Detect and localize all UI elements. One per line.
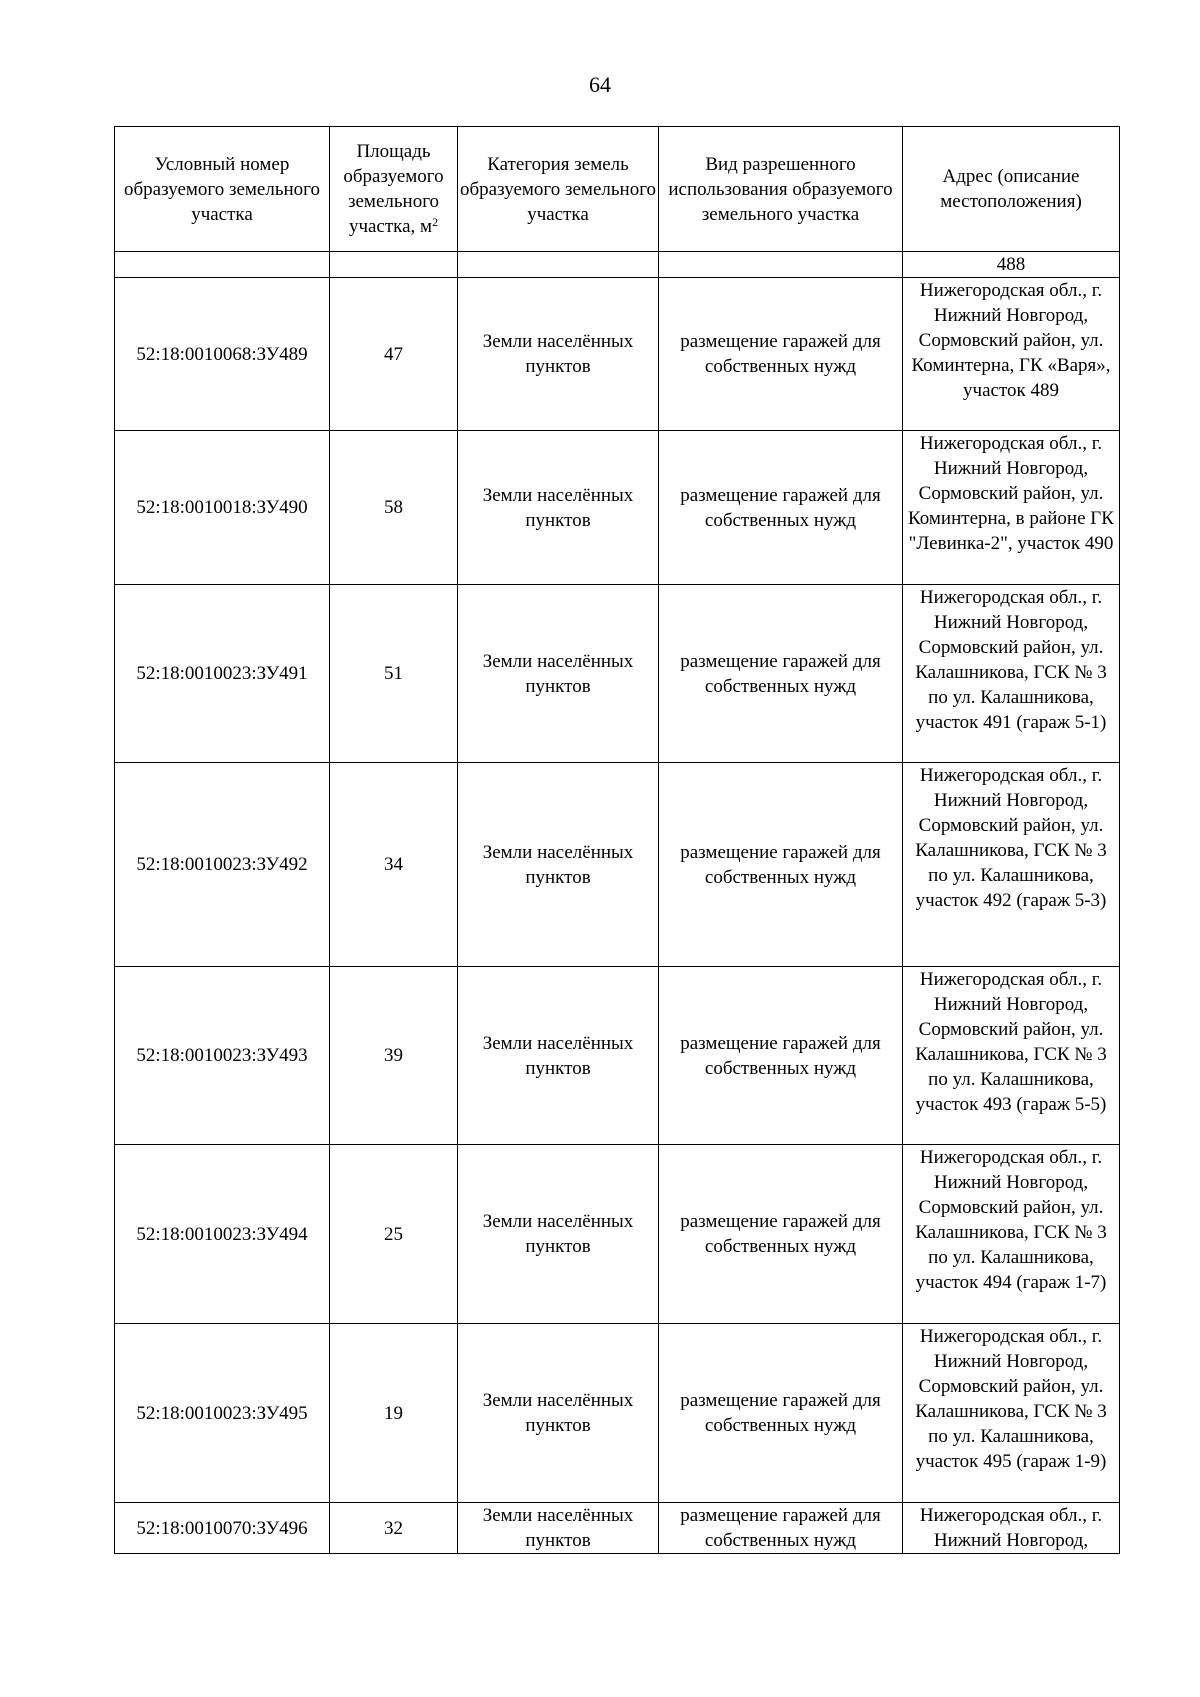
table-row [115,431,1120,585]
plot-address: Нижегородская обл., г. Нижний Новгород, Сормовский район, ул. Калашникова, ГСК № 3 по ул. Калашникова, участок 491 (гараж 5-1) [903,585,1120,763]
permitted-use: размещение гаражей для собственных нужд [659,763,903,967]
plot-area: 58 [330,431,458,585]
header-plot-number: Условный номер образуемого земельного участка [115,127,330,252]
plot-address: Нижегородская обл., г. Нижний Новгород, Сормовский район, ул. Калашникова, ГСК № 3 по ул. Калашникова, участок 492 (гараж 5-3) [903,763,1120,967]
header-area-label: Площадь образуемого земельного участка, м [343,141,444,237]
header-land-category: Категория земель образуемого земельного участка [458,127,659,252]
plot-address: Нижегородская обл., г. Нижний Новгород, Сормовский район, ул. Коминтерна, ГК «Варя», участок 489 [903,278,1120,431]
plot-address: Нижегородская обл., г. Нижний Новгород, Сормовский район, ул. Калашникова, ГСК № 3 по ул. Калашникова, участок 495 (гараж 1-9) [903,1324,1120,1503]
plot-area: 34 [330,763,458,967]
plot-number: 52:18:0010023:ЗУ492 [115,763,330,967]
land-category: Земли населённых пунктов [458,1503,659,1554]
plot-area: 32 [330,1503,458,1554]
plot-address: Нижегородская обл., г. Нижний Новгород, [903,1503,1120,1554]
permitted-use: размещение гаражей для собственных нужд [659,1145,903,1324]
land-category: Земли населённых пунктов [458,763,659,967]
permitted-use: размещение гаражей для собственных нужд [659,967,903,1145]
table-row [115,1145,1120,1324]
permitted-use: размещение гаражей для собственных нужд [659,278,903,431]
plot-number: 52:18:0010023:ЗУ494 [115,1145,330,1324]
table-row [115,278,1120,431]
permitted-use: размещение гаражей для собственных нужд [659,1503,903,1554]
permitted-use: размещение гаражей для собственных нужд [659,585,903,763]
land-category: Земли населённых пунктов [458,278,659,431]
land-category: Земли населённых пунктов [458,1324,659,1503]
header-area-superscript: 2 [432,215,439,229]
continuation-cell [330,252,458,278]
land-category: Земли населённых пунктов [458,967,659,1145]
land-category: Земли населённых пунктов [458,585,659,763]
land-category: Земли населённых пунктов [458,1145,659,1324]
table-row [115,1324,1120,1503]
plot-address: Нижегородская обл., г. Нижний Новгород, Сормовский район, ул. Калашникова, ГСК № 3 по ул. Калашникова, участок 494 (гараж 1-7) [903,1145,1120,1324]
header-permitted-use: Вид разрешенного использования образуемого земельного участка [659,127,903,252]
table-row [115,585,1120,763]
land-category: Земли населённых пунктов [458,431,659,585]
plot-number: 52:18:0010070:ЗУ496 [115,1503,330,1554]
table-row [115,1503,1120,1554]
plot-number: 52:18:0010023:ЗУ495 [115,1324,330,1503]
table-header-row [115,127,1120,252]
plot-address: Нижегородская обл., г. Нижний Новгород, Сормовский район, ул. Коминтерна, в районе ГК "Левинка-2", участок 490 [903,431,1120,585]
permitted-use: размещение гаражей для собственных нужд [659,431,903,585]
permitted-use: размещение гаражей для собственных нужд [659,1324,903,1503]
plot-number: 52:18:0010023:ЗУ491 [115,585,330,763]
plot-area: 25 [330,1145,458,1324]
plot-area: 19 [330,1324,458,1503]
page-number: 64 [589,72,611,97]
plot-number: 52:18:0010068:ЗУ489 [115,278,330,431]
header-area [330,127,458,252]
table-row [115,763,1120,967]
header-address: Адрес (описание местоположения) [903,127,1120,252]
plot-number: 52:18:0010023:ЗУ493 [115,967,330,1145]
land-plots-table [114,126,1120,1554]
continuation-cell [659,252,903,278]
plot-area: 47 [330,278,458,431]
plot-number: 52:18:0010018:ЗУ490 [115,431,330,585]
continuation-address: 488 [903,252,1120,278]
continuation-row [115,252,1120,278]
plot-area: 39 [330,967,458,1145]
plot-area: 51 [330,585,458,763]
continuation-cell [458,252,659,278]
continuation-cell [115,252,330,278]
table-row [115,967,1120,1145]
plot-address: Нижегородская обл., г. Нижний Новгород, Сормовский район, ул. Калашникова, ГСК № 3 по ул. Калашникова, участок 493 (гараж 5-5) [903,967,1120,1145]
